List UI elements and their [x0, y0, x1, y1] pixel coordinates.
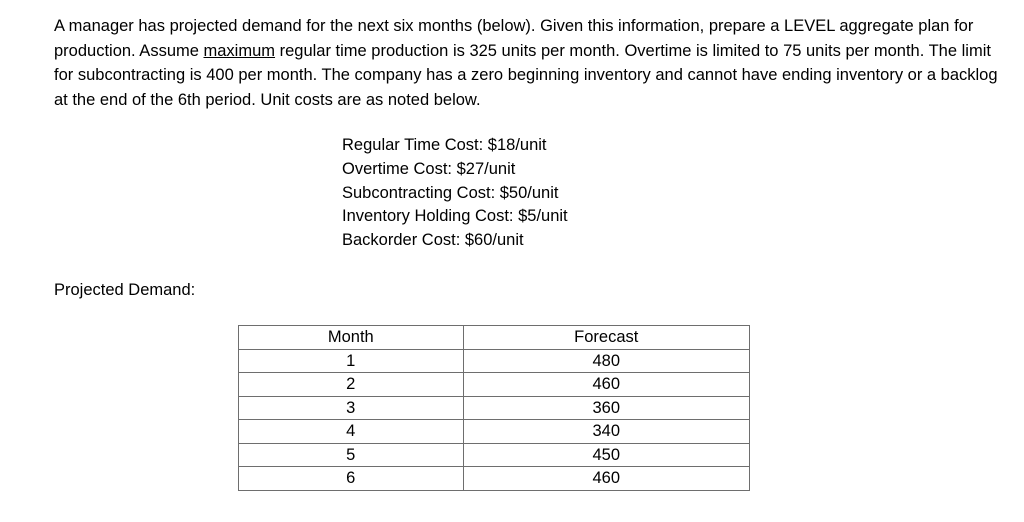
forecast-cell: 460 [463, 373, 749, 397]
table-row [239, 396, 750, 420]
table-row [239, 373, 750, 397]
table-row [239, 467, 750, 491]
projected-demand-label: Projected Demand: [54, 281, 196, 299]
problem-text-part2: regular time production is 325 units per month. Overtime is limited to 75 units per month. The limit for subcontracting is 400 per month. The company has a zero beginning inventory and cannot have ending inventory or a backlog at the end of the 6th period. Unit costs are as noted below. [54, 41, 998, 109]
month-cell: 6 [239, 467, 464, 491]
header-forecast: Forecast [463, 326, 749, 350]
month-cell: 5 [239, 443, 464, 467]
table-header-row [239, 326, 750, 350]
header-month: Month [239, 326, 464, 350]
problem-statement [54, 14, 1014, 112]
cost-overtime: Overtime Cost: $27/unit [342, 159, 516, 178]
cost-regular-time: Regular Time Cost: $18/unit [342, 136, 547, 154]
month-cell: 4 [239, 420, 464, 444]
month-cell: 2 [239, 373, 464, 397]
cost-subcontracting: Subcontracting Cost: $50/unit [342, 183, 559, 202]
table-row [239, 349, 750, 373]
cost-backorder: Backorder Cost: $60/unit [342, 231, 524, 250]
forecast-cell: 450 [463, 443, 749, 467]
month-cell: 1 [239, 349, 464, 373]
forecast-cell: 360 [463, 396, 749, 420]
table-row [239, 443, 750, 467]
demand-table [238, 325, 750, 491]
forecast-cell: 340 [463, 420, 749, 444]
month-cell: 3 [239, 396, 464, 420]
forecast-cell: 480 [463, 349, 749, 373]
unit-costs-list [342, 134, 568, 253]
cost-inventory-holding: Inventory Holding Cost: $5/unit [342, 207, 568, 226]
forecast-cell: 460 [463, 467, 749, 491]
problem-text-underlined: maximum [203, 41, 276, 60]
problem-text-part1: A manager has projected demand for the next six months (below). Given this information, prepare a LEVEL aggregate plan for production. Assume [54, 17, 974, 60]
table-row [239, 420, 750, 444]
